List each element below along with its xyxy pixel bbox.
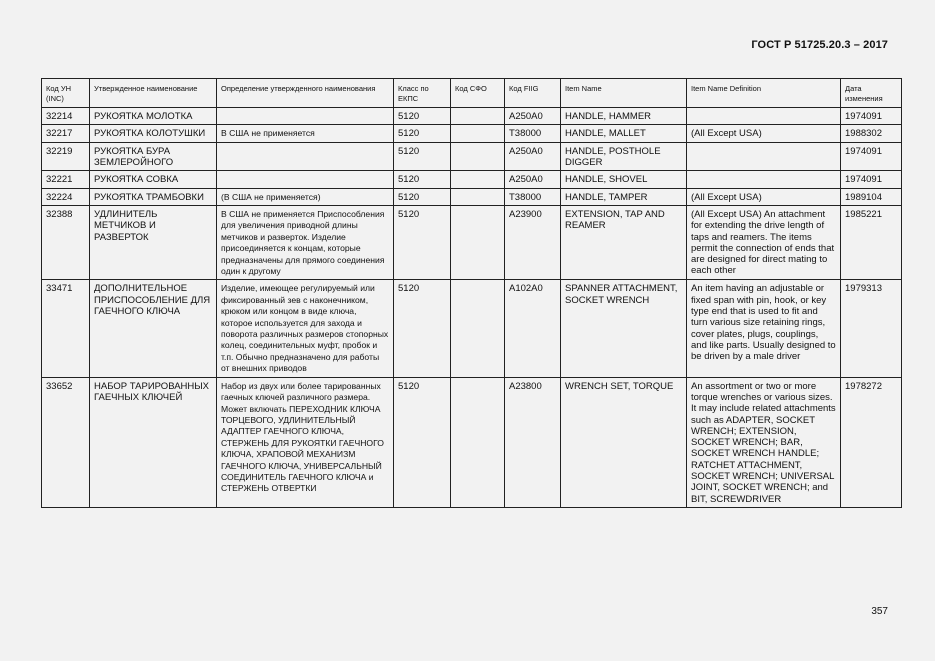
cell-date: 1978272: [841, 377, 902, 507]
table-header-row: [42, 79, 902, 108]
page-number: 357: [871, 606, 888, 617]
cell-code: 32219: [42, 142, 90, 171]
cell-item-name: HANDLE, MALLET: [561, 125, 687, 142]
cell-class: 5120: [394, 206, 451, 280]
cell-item-definition: (All Except USA) An attachment for extending the drive length of taps and reamers. The items permit the connection of ends that are designed for direct mating to each other: [687, 206, 841, 280]
cell-sfo: [451, 280, 505, 377]
cell-definition-ru: [217, 142, 394, 171]
cell-date: 1988302: [841, 125, 902, 142]
cell-fiig: A23800: [505, 377, 561, 507]
column-header-definition-ru: Определение утвержденного наименования: [217, 79, 394, 108]
cell-sfo: [451, 206, 505, 280]
cell-definition-ru: [217, 108, 394, 125]
cell-definition-ru: В США не применяется: [217, 125, 394, 142]
cell-date: 1974091: [841, 108, 902, 125]
cell-item-name: WRENCH SET, TORQUE: [561, 377, 687, 507]
cell-fiig: T38000: [505, 188, 561, 205]
column-header-class: Класс по ЕКПС: [394, 79, 451, 108]
cell-name-ru: УДЛИНИТЕЛЬ МЕТЧИКОВ И РАЗВЕРТОК: [90, 206, 217, 280]
cell-item-name: HANDLE, TAMPER: [561, 188, 687, 205]
table-row: [42, 280, 902, 377]
cell-date: 1989104: [841, 188, 902, 205]
cell-class: 5120: [394, 171, 451, 188]
cell-fiig: T38000: [505, 125, 561, 142]
cell-item-definition: An item having an adjustable or fixed span with pin, hook, or key type end that is used to fit and turn various size retaining rings, cover plates, plugs, couplings, and like parts. Usually designed to be driven by a male driver: [687, 280, 841, 377]
cell-item-definition: [687, 108, 841, 125]
cell-code: 33652: [42, 377, 90, 507]
column-header-fiig: Код FIIG: [505, 79, 561, 108]
cell-item-name: EXTENSION, TAP AND REAMER: [561, 206, 687, 280]
cell-sfo: [451, 377, 505, 507]
cell-sfo: [451, 171, 505, 188]
cell-class: 5120: [394, 108, 451, 125]
table-row: [42, 206, 902, 280]
cell-definition-ru: Набор из двух или более тарированных гаечных ключей различного размера. Может включать ПЕРЕХОДНИК КЛЮЧА ТОРЦЕВОГО, УДЛИНИТЕЛЬНЫЙ АДАПТЕР ГАЕЧНОГО КЛЮЧА, СТЕРЖЕНЬ ДЛЯ РУКОЯТКИ ГАЕЧНОГО КЛЮЧА, ХРАПОВОЙ МЕХАНИЗМ ГАЕЧНОГО КЛЮЧА, УНИВЕРСАЛЬНЫЙ СОЕДИНИТЕЛЬ ГАЕЧНОГО КЛЮЧА и СТЕРЖЕНЬ ОТВЕРТКИ: [217, 377, 394, 507]
cell-item-name: HANDLE, SHOVEL: [561, 171, 687, 188]
table-row: [42, 377, 902, 507]
cell-definition-ru: В США не применяется Приспособления для увеличения приводной длины метчиков и разверток. Изделие присоединяется к концам, которые предназначены для прямого соединения один к другому: [217, 206, 394, 280]
cell-date: 1974091: [841, 142, 902, 171]
cell-name-ru: РУКОЯТКА БУРА ЗЕМЛЕРОЙНОГО: [90, 142, 217, 171]
cell-code: 33471: [42, 280, 90, 377]
cell-code: 32224: [42, 188, 90, 205]
cell-class: 5120: [394, 377, 451, 507]
cell-definition-ru: (В США не применяется): [217, 188, 394, 205]
cell-name-ru: ДОПОЛНИТЕЛЬНОЕ ПРИСПОСОБЛЕНИЕ ДЛЯ ГАЕЧНОГО КЛЮЧА: [90, 280, 217, 377]
table-row: [42, 142, 902, 171]
cell-fiig: A250A0: [505, 171, 561, 188]
cell-date: 1979313: [841, 280, 902, 377]
cell-item-definition: (All Except USA): [687, 188, 841, 205]
table-row: [42, 125, 902, 142]
column-header-name-ru: Утвержденное наименование: [90, 79, 217, 108]
cell-name-ru: РУКОЯТКА ТРАМБОВКИ: [90, 188, 217, 205]
cell-code: 32217: [42, 125, 90, 142]
cell-code: 32214: [42, 108, 90, 125]
cell-item-name: HANDLE, HAMMER: [561, 108, 687, 125]
cell-date: 1985221: [841, 206, 902, 280]
cell-code: 32388: [42, 206, 90, 280]
cell-code: 32221: [42, 171, 90, 188]
cell-item-name: SPANNER ATTACHMENT, SOCKET WRENCH: [561, 280, 687, 377]
cell-definition-ru: [217, 171, 394, 188]
column-header-code: Код УН (INC): [42, 79, 90, 108]
cell-item-definition: [687, 171, 841, 188]
cell-name-ru: РУКОЯТКА МОЛОТКА: [90, 108, 217, 125]
cell-class: 5120: [394, 142, 451, 171]
cell-item-definition: (All Except USA): [687, 125, 841, 142]
document-header: ГОСТ Р 51725.20.3 – 2017: [751, 39, 888, 51]
cell-name-ru: НАБОР ТАРИРОВАННЫХ ГАЕЧНЫХ КЛЮЧЕЙ: [90, 377, 217, 507]
column-header-date: Дата изменения: [841, 79, 902, 108]
classification-table: [41, 78, 902, 508]
cell-sfo: [451, 108, 505, 125]
column-header-item-name: Item Name: [561, 79, 687, 108]
cell-sfo: [451, 142, 505, 171]
cell-item-definition: [687, 142, 841, 171]
column-header-item-definition: Item Name Definition: [687, 79, 841, 108]
cell-class: 5120: [394, 188, 451, 205]
cell-item-definition: An assortment or two or more torque wrenches or various sizes. It may include related attachments such as ADAPTER, SOCKET WRENCH; EXTENSION, SOCKET WRENCH; BAR, SOCKET WRENCH HANDLE; RATCHET ATTACHMENT, SOCKET WRENCH; UNIVERSAL JOINT, SOCKET WRENCH; and BIT, SCREWDRIVER: [687, 377, 841, 507]
cell-name-ru: РУКОЯТКА СОВКА: [90, 171, 217, 188]
table-row: [42, 108, 902, 125]
table-row: [42, 188, 902, 205]
cell-item-name: HANDLE, POSTHOLE DIGGER: [561, 142, 687, 171]
cell-date: 1974091: [841, 171, 902, 188]
cell-fiig: A23900: [505, 206, 561, 280]
cell-fiig: A250A0: [505, 142, 561, 171]
cell-definition-ru: Изделие, имеющее регулируемый или фиксированный зев с наконечником, крюком или концом в виде ключа, которое используется для захода и поворота различных размеров стопорных колец, соединительных муфт, пробок и т.п. Обычно предназначено для работы от внешних приводов: [217, 280, 394, 377]
cell-fiig: A250A0: [505, 108, 561, 125]
cell-fiig: A102A0: [505, 280, 561, 377]
cell-sfo: [451, 125, 505, 142]
cell-class: 5120: [394, 125, 451, 142]
table-row: [42, 171, 902, 188]
cell-name-ru: РУКОЯТКА КОЛОТУШКИ: [90, 125, 217, 142]
column-header-sfo: Код СФО: [451, 79, 505, 108]
cell-sfo: [451, 188, 505, 205]
cell-class: 5120: [394, 280, 451, 377]
